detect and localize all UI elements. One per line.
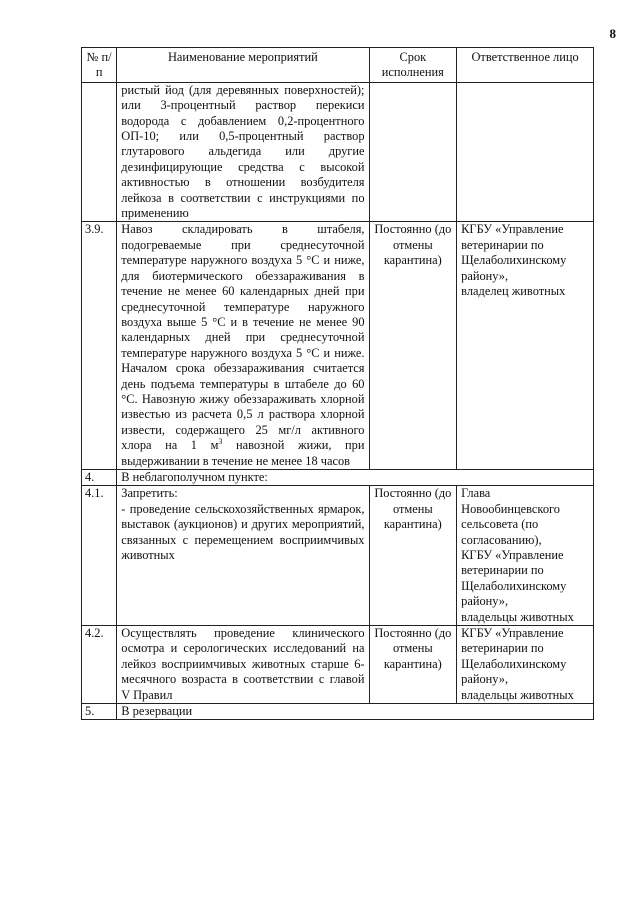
row-responsible: КГБУ «Управление ветеринарии по Щелаболихинскому району», владелец животных xyxy=(457,222,594,470)
row-responsible: КГБУ «Управление ветеринарии по Щелаболихинскому району», владельцы животных xyxy=(457,626,594,704)
table-row xyxy=(82,82,594,222)
row-num: 4.2. xyxy=(82,626,117,704)
row-num: 5. xyxy=(82,704,117,720)
row-measure: Осуществлять проведение клинического осмотра и серологических исследований на лейкоз восприимчивых животных старше 6-месячного возраста в соответствии с главой V Правил xyxy=(117,626,369,704)
section-title: В резервации xyxy=(117,704,594,720)
table-row xyxy=(82,222,594,470)
header-name: Наименование мероприятий xyxy=(117,48,369,83)
row-responsible: Глава Новообинцевского сельсовета (по согласованию), КГБУ «Управление ветеринарии по Щелаболихинскому району», владельцы животных xyxy=(457,486,594,626)
row-measure: Запретить: - проведение сельскохозяйственных ярмарок, выставок (аукционов) и других мероприятий, связанных с перемещением восприимчивых животных xyxy=(117,486,369,626)
page-number: 8 xyxy=(609,26,616,41)
header-responsible: Ответственное лицо xyxy=(457,48,594,83)
row-responsible xyxy=(457,82,594,222)
row-term: Постоянно (до отмены карантина) xyxy=(369,222,457,470)
row-num: 4. xyxy=(82,469,117,485)
row-term: Постоянно (до отмены карантина) xyxy=(369,626,457,704)
section-title: В неблагополучном пункте: xyxy=(117,469,594,485)
table-header-row xyxy=(82,48,594,83)
header-num: № п/п xyxy=(82,48,117,83)
measures-table xyxy=(81,47,594,720)
row-measure-text: Навоз складировать в штабеля, подогреваемые при среднесуточной температуре наружного воздуха 5 °С и ниже, для биотермического обеззараживания в течение не менее 60 календарных дней при среднесуточной температуре наружного воздуха выше 5 °С и в течение не менее 90 календарных дней при среднесуточной температуре наружного воздуха 5 °С и ниже. Началом срока обеззараживания считается день подъема температуры в штабеле до 60 °С. Навозную жижу обеззараживать хлорной известью из расчета 0,5 л раствора хлорной извести, содержащего 25 мг/л активного хлора на 1 м xyxy=(121,222,365,453)
row-term xyxy=(369,82,457,222)
table-row xyxy=(82,486,594,626)
row-measure xyxy=(117,222,369,470)
table-row xyxy=(82,626,594,704)
row-num: 3.9. xyxy=(82,222,117,470)
header-term: Срок исполнения xyxy=(369,48,457,83)
row-num: 4.1. xyxy=(82,486,117,626)
cubic-superscript: 3 xyxy=(218,437,223,447)
section-row xyxy=(82,704,594,720)
row-measure-text-cont: навозной жижи, при выдерживании в течение не менее 18 часов xyxy=(121,438,365,468)
row-num xyxy=(82,82,117,222)
section-row xyxy=(82,469,594,485)
row-measure: ристый йод (для деревянных поверхностей); или 3-процентный раствор перекиси водорода с добавлением 0,2-процентного ОП-10; или 0,5-процентный раствор глутарового альдегида или другие дезинфицирующие средства с высокой активностью в отношении возбудителя лейкоза в соответствии с инструкциями по применению xyxy=(117,82,369,222)
row-term: Постоянно (до отмены карантина) xyxy=(369,486,457,626)
